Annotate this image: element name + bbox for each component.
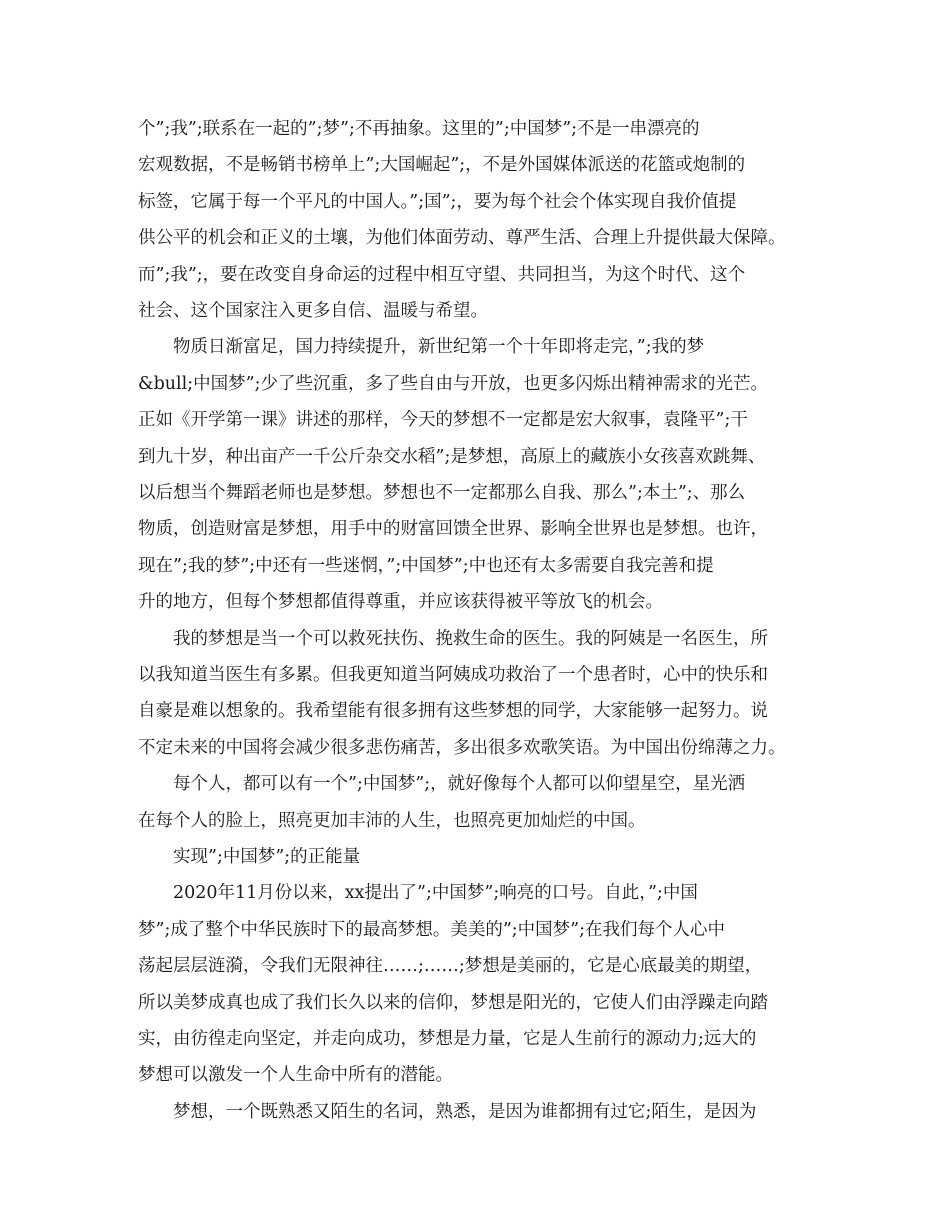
text-line: 到九十岁，种出亩产一千公斤杂交水稻”;是梦想，高原上的藏族小女孩喜欢跳舞、 — [138, 447, 766, 467]
text-line: 升的地方，但每个梦想都值得尊重，并应该获得被平等放飞的机会。 — [138, 592, 663, 612]
text-line: 供公平的机会和正义的土壤，为他们体面劳动、尊严生活、合理上升提供最大保障。 — [138, 228, 786, 248]
text-line: 梦想，一个既熟悉又陌生的名词，熟悉，是因为谁都拥有过它;陌生，是因为 — [173, 1102, 757, 1122]
text-line: 社会、这个国家注入更多自信、温暖与希望。 — [138, 301, 488, 321]
text-line: 在每个人的脸上，照亮更加丰沛的人生，也照亮更加灿烂的中国。 — [138, 811, 646, 831]
text-line: 正如《开学第一课》讲述的那样，今天的梦想不一定都是宏大叙事，袁隆平”;干 — [138, 410, 748, 430]
text-line: 而”;我”;，要在改变自身命运的过程中相互守望、共同担当，为这个时代、这个 — [138, 265, 746, 285]
text-line: 以我知道当医生有多累。但我更知道当阿姨成功救治了一个患者时，心中的快乐和 — [138, 665, 768, 685]
text-line: 标签，它属于每一个平凡的中国人。”;国”;，要为每个社会个体实现自我价值提 — [138, 192, 737, 212]
text-line: 梦想可以激发一个人生命中所有的潜能。 — [138, 1065, 453, 1085]
text-line: 现在”;我的梦”;中还有一些迷惘，”;中国梦”;中也还有太多需要自我完善和提 — [138, 556, 714, 576]
text-line: 实，由彷徨走向坚定，并走向成功，梦想是力量，它是人生前行的源动力;远大的 — [138, 1029, 757, 1049]
text-line: 自豪是难以想象的。我希望能有很多拥有这些梦想的同学，大家能够一起努力。说 — [138, 701, 768, 721]
text-line: 实现”;中国梦”;的正能量 — [173, 847, 361, 867]
text-line: 所以美梦成真也成了我们长久以来的信仰，梦想是阳光的，它使人们由浮躁走向踏 — [138, 993, 768, 1013]
text-line: &bull;中国梦”;少了些沉重，多了些自由与开放，也更多闪烁出精神需求的光芒。 — [138, 374, 768, 394]
text-line: 我的梦想是当一个可以救死扶伤、挽救生命的医生。我的阿姨是一名医生，所 — [173, 629, 768, 649]
text-line: 以后想当个舞蹈老师也是梦想。梦想也不一定都那么自我、那么”;本土”;、那么 — [138, 483, 746, 503]
text-line: 宏观数据，不是畅销书榜单上”;大国崛起”;，不是外国媒体派送的花篮或炮制的 — [138, 155, 746, 175]
text-line: 每个人，都可以有一个”;中国梦”;，就好像每个人都可以仰望星空，星光洒 — [173, 774, 746, 794]
text-line: 个”;我”;联系在一起的”;梦”;不再抽象。这里的”;中国梦”;不是一串漂亮的 — [138, 119, 700, 139]
text-line: 物质，创造财富是梦想，用手中的财富回馈全世界、影响全世界也是梦想。也许， — [138, 519, 768, 539]
text-line: 不定未来的中国将会减少很多悲伤痛苦，多出很多欢歌笑语。为中国出份绵薄之力。 — [138, 738, 786, 758]
text-line: 梦”;成了整个中华民族时下的最高梦想。美美的”;中国梦”;在我们每个人心中 — [138, 920, 726, 940]
text-line: 荡起层层涟漪，令我们无限神往……;……;梦想是美丽的，它是心底最美的期望， — [138, 956, 763, 976]
text-line: 物质日渐富足，国力持续提升，新世纪第一个十年即将走完，”;我的梦 — [173, 337, 705, 357]
text-line: 2020年11月份以来，xx提出了”;中国梦”;响亮的口号。自此，”;中国 — [173, 883, 698, 903]
